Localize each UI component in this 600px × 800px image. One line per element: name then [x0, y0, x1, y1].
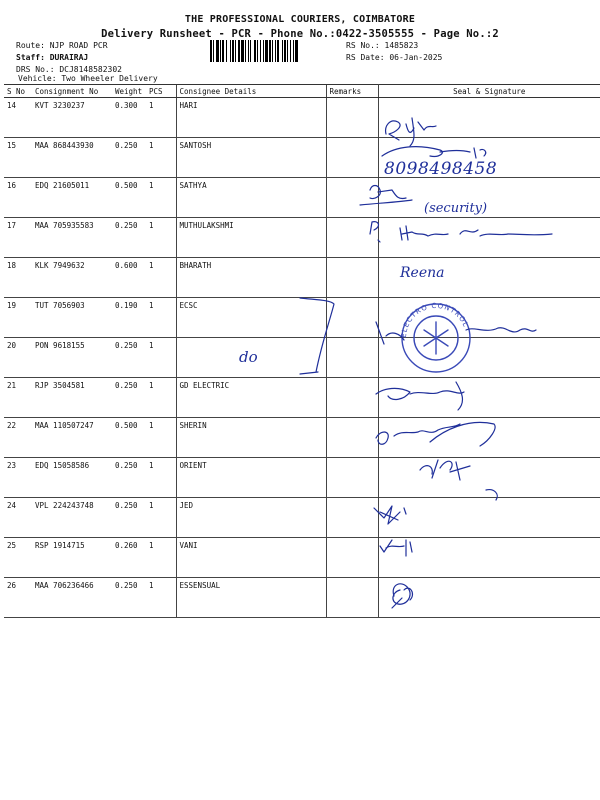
cell-pcs: 1: [146, 418, 176, 458]
cell-sno: 18: [4, 258, 32, 298]
cell-remarks: [326, 178, 378, 218]
rs-number: RS No.: 1485823: [346, 41, 419, 50]
cell-pcs: 1: [146, 498, 176, 538]
handwritten-reena: Reena: [400, 265, 445, 281]
cell-weight: 0.500: [112, 418, 146, 458]
cell-pcs: 1: [146, 578, 176, 618]
cell-consignment-no: KLK 7949632: [32, 258, 112, 298]
cell-weight: 0.190: [112, 298, 146, 338]
cell-remarks: [326, 258, 378, 298]
cell-pcs: 1: [146, 538, 176, 578]
col-consignment-header: Consignment No: [32, 85, 112, 98]
cell-consignment-no: MAA 706236466: [32, 578, 112, 618]
cell-sno: 20: [4, 338, 32, 378]
col-signature-header: Seal & Signature: [378, 85, 600, 98]
route-text: Route: NJP ROAD PCR: [16, 41, 108, 50]
cell-consignee: ECSC: [176, 298, 326, 338]
cell-sno: 26: [4, 578, 32, 618]
col-consignee-header: Consignee Details: [176, 85, 326, 98]
cell-seal-signature: [378, 378, 600, 418]
cell-weight: 0.250: [112, 218, 146, 258]
cell-seal-signature: [378, 258, 600, 298]
cell-weight: 0.500: [112, 178, 146, 218]
cell-remarks: [326, 418, 378, 458]
col-remarks-header: Remarks: [326, 85, 378, 98]
cell-pcs: 1: [146, 258, 176, 298]
cell-consignment-no: PON 9618155: [32, 338, 112, 378]
cell-seal-signature: [378, 98, 600, 138]
cell-seal-signature: [378, 578, 600, 618]
cell-remarks: [326, 578, 378, 618]
company-title: THE PROFESSIONAL COURIERS, COIMBATORE: [184, 14, 416, 25]
cell-seal-signature: [378, 338, 600, 378]
drs-number: DRS No.: DCJ8148582302: [16, 65, 122, 74]
cell-consignee: SHERIN: [176, 418, 326, 458]
cell-sno: 17: [4, 218, 32, 258]
cell-weight: 0.300: [112, 98, 146, 138]
cell-remarks: [326, 338, 378, 378]
vehicle-text: Vehicle: Two Wheeler Delivery: [18, 74, 158, 83]
runsheet-table: [4, 84, 600, 618]
cell-sno: 19: [4, 298, 32, 338]
cell-remarks: [326, 538, 378, 578]
table-row: [4, 298, 600, 338]
col-pcs-header: PCS: [146, 85, 176, 98]
cell-sno: 23: [4, 458, 32, 498]
cell-seal-signature: [378, 138, 600, 178]
cell-consignment-no: VPL 224243748: [32, 498, 112, 538]
cell-pcs: 1: [146, 178, 176, 218]
table-row: [4, 178, 600, 218]
table-row: [4, 138, 600, 178]
cell-consignee: JED: [176, 498, 326, 538]
cell-seal-signature: [378, 538, 600, 578]
cell-consignment-no: RSP 1914715: [32, 538, 112, 578]
cell-pcs: 1: [146, 298, 176, 338]
table-row: [4, 458, 600, 498]
col-sno-header: S No: [4, 85, 32, 98]
cell-consignment-no: TUT 7056903: [32, 298, 112, 338]
table-row: [4, 578, 600, 618]
cell-consignee: HARI: [176, 98, 326, 138]
meta-left: [16, 40, 122, 76]
cell-sno: 25: [4, 538, 32, 578]
cell-remarks: [326, 218, 378, 258]
cell-consignee: SATHYA: [176, 178, 326, 218]
cell-remarks: [326, 498, 378, 538]
cell-consignment-no: KVT 3230237: [32, 98, 112, 138]
cell-consignment-no: EDQ 21605011: [32, 178, 112, 218]
svg-text:ELECTRO CONTROL: ELECTRO CONTROL: [399, 301, 470, 339]
cell-weight: 0.250: [112, 458, 146, 498]
barcode-bar: [298, 40, 299, 62]
cell-consignment-no: MAA 705935583: [32, 218, 112, 258]
meta-right: [346, 40, 442, 64]
runsheet-subtitle: Delivery Runsheet - PCR - Phone No.:0422-3505555 - Page No.:2: [101, 28, 499, 40]
handwritten-phone: 8098498458: [384, 159, 498, 179]
cell-remarks: [326, 378, 378, 418]
cell-sno: 14: [4, 98, 32, 138]
cell-sno: 24: [4, 498, 32, 538]
barcode-image: [210, 40, 338, 62]
table-header-row: [4, 85, 600, 98]
cell-sno: 15: [4, 138, 32, 178]
cell-consignee: GD ELECTRIC: [176, 378, 326, 418]
handwritten-ditto: do: [239, 348, 258, 366]
cell-pcs: 1: [146, 378, 176, 418]
cell-remarks: [326, 298, 378, 338]
table-row: [4, 498, 600, 538]
cell-consignee: BHARATH: [176, 258, 326, 298]
cell-seal-signature: [378, 498, 600, 538]
cell-pcs: 1: [146, 458, 176, 498]
cell-remarks: [326, 458, 378, 498]
cell-sno: 16: [4, 178, 32, 218]
cell-weight: 0.250: [112, 338, 146, 378]
table-row: [4, 378, 600, 418]
cell-consignee: [176, 338, 326, 378]
cell-pcs: 1: [146, 138, 176, 178]
cell-sno: 21: [4, 378, 32, 418]
cell-weight: 0.250: [112, 578, 146, 618]
cell-seal-signature: [378, 418, 600, 458]
cell-pcs: 1: [146, 98, 176, 138]
cell-weight: 0.250: [112, 138, 146, 178]
cell-weight: 0.260: [112, 538, 146, 578]
cell-seal-signature: [378, 458, 600, 498]
cell-weight: 0.600: [112, 258, 146, 298]
cell-seal-signature: [378, 178, 600, 218]
table-row: [4, 538, 600, 578]
handwritten-security: (security): [424, 201, 488, 216]
cell-consignment-no: MAA 868443930: [32, 138, 112, 178]
staff-text: Staff: DURAIRAJ: [16, 53, 89, 62]
cell-consignment-no: MAA 110507247: [32, 418, 112, 458]
cell-weight: 0.250: [112, 378, 146, 418]
cell-consignment-no: RJP 3504581: [32, 378, 112, 418]
cell-pcs: 1: [146, 218, 176, 258]
col-weight-header: Weight: [112, 85, 146, 98]
cell-sno: 22: [4, 418, 32, 458]
cell-consignee: ESSENSUAL: [176, 578, 326, 618]
cell-seal-signature: [378, 298, 600, 338]
cell-pcs: 1: [146, 338, 176, 378]
cell-consignee: VANI: [176, 538, 326, 578]
cell-consignee: ORIENT: [176, 458, 326, 498]
cell-remarks: [326, 138, 378, 178]
cell-consignment-no: EDQ 15058586: [32, 458, 112, 498]
table-row: [4, 98, 600, 138]
cell-consignee: SANTOSH: [176, 138, 326, 178]
table-row: [4, 338, 600, 378]
cell-seal-signature: [378, 218, 600, 258]
cell-consignee: MUTHULAKSHMI: [176, 218, 326, 258]
table-row: [4, 258, 600, 298]
rs-date: RS Date: 06-Jan-2025: [346, 53, 443, 62]
cell-remarks: [326, 98, 378, 138]
table-row: [4, 418, 600, 458]
table-row: [4, 218, 600, 258]
cell-weight: 0.250: [112, 498, 146, 538]
